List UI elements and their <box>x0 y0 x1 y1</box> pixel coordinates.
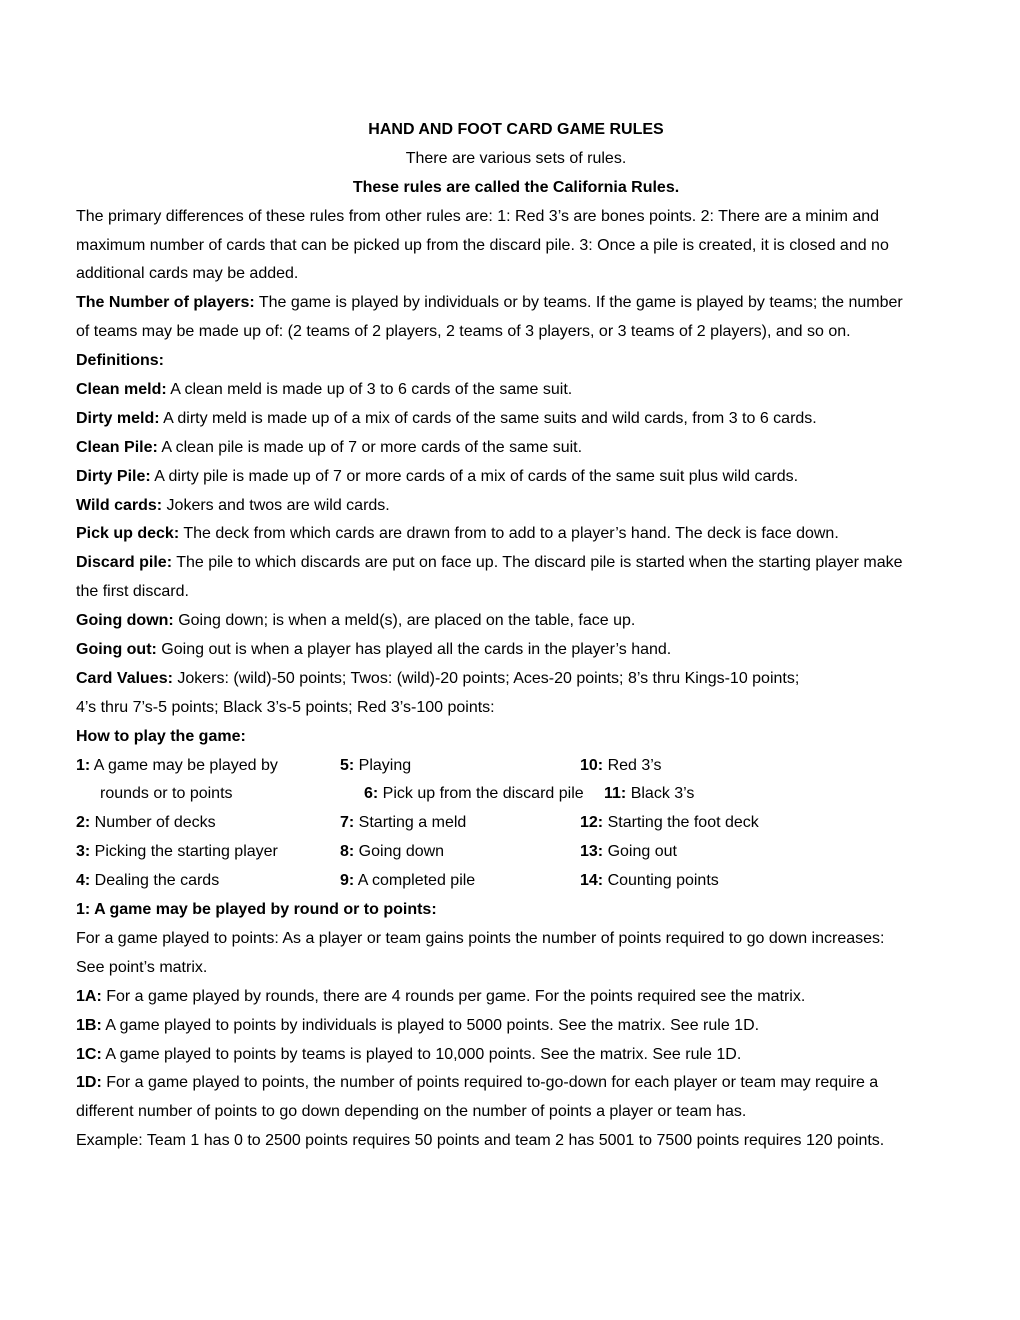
rule-text: For a game played to points, the number of points required to-go-down for each player or team may require a <box>101 1074 879 1092</box>
definition-term: Clean meld: <box>76 381 167 399</box>
toc-item <box>76 752 340 781</box>
definition-wild-cards <box>76 492 956 521</box>
rule-1a <box>76 983 956 1012</box>
toc-row <box>76 867 956 896</box>
definition-text: A dirty meld is made up of a mix of cards of the same suits and wild cards, from 3 to 6 cards. <box>159 409 817 427</box>
toc-number: 3: <box>76 843 91 861</box>
toc-number: 2: <box>76 814 91 832</box>
rule-label: 1C: <box>76 1045 102 1063</box>
toc-text: Going down <box>354 843 445 861</box>
toc-text: Red 3’s <box>603 756 662 774</box>
toc-text: A game may be played by <box>90 756 278 774</box>
document-title: HAND AND FOOT CARD GAME RULES <box>368 121 664 138</box>
toc-text: Going out <box>603 843 677 861</box>
players-line2: of teams may be made up of: (2 teams of 2 players, 2 teams of 3 players, or 3 teams of 2 players), and so on. <box>76 323 851 341</box>
toc-text: Counting points <box>603 872 719 890</box>
definition-text: A dirty pile is made up of 7 or more cards of a mix of cards of the same suit plus wild cards. <box>150 467 799 485</box>
toc-item <box>76 809 340 838</box>
toc-item <box>604 780 904 809</box>
definition-text: A clean meld is made up of 3 to 6 cards of the same suit. <box>166 381 573 399</box>
definition-clean-pile <box>76 434 956 463</box>
toc-number: 6: <box>364 785 379 803</box>
definition-text: Going out is when a player has played all the cards in the player’s hand. <box>156 641 672 659</box>
toc-row <box>76 838 956 867</box>
intro-line: maximum number of cards that can be picked up from the discard pile. 3: Once a pile is created, it is closed and no <box>76 236 889 254</box>
players-paragraph <box>76 289 956 318</box>
definition-term: Clean Pile: <box>76 438 158 456</box>
players-label: The Number of players: <box>76 294 255 312</box>
subtitle: There are various sets of rules. <box>405 149 627 167</box>
definition-term: Dirty Pile: <box>76 467 151 485</box>
toc-number: 7: <box>340 814 355 832</box>
toc-number: 10: <box>580 756 604 774</box>
toc-item <box>76 780 364 809</box>
toc-item <box>340 752 580 781</box>
toc-row <box>76 752 956 781</box>
rule-1d-line2: different number of points to go down depending on the number of points a player or team has. <box>76 1103 747 1121</box>
toc-item <box>340 867 580 896</box>
toc-number: 14: <box>580 872 604 890</box>
toc-text: Picking the starting player <box>90 843 278 861</box>
toc-item <box>340 809 580 838</box>
section1-intro-line: See point’s matrix. <box>76 958 208 976</box>
toc-text: Black 3’s <box>626 785 695 803</box>
toc-item <box>580 752 880 781</box>
intro-line: additional cards may be added. <box>76 265 299 283</box>
toc-item <box>76 867 340 896</box>
toc-text: Dealing the cards <box>90 872 220 890</box>
intro-line: The primary differences of these rules from other rules are: 1: Red 3’s are bones points. 2: There are a minim and <box>76 207 880 225</box>
definition-term: Pick up deck: <box>76 525 180 543</box>
toc-number: 12: <box>580 814 604 832</box>
definition-term: Wild cards: <box>76 496 163 514</box>
definition-discard-pile <box>76 549 956 578</box>
rule-label: 1B: <box>76 1016 102 1034</box>
toc-number: 5: <box>340 756 355 774</box>
rule-1b <box>76 1012 956 1041</box>
card-values-label: Card Values: <box>76 669 173 687</box>
subtitle-bold: These rules are called the California Rules. <box>352 178 680 196</box>
definition-text: The pile to which discards are put on face up. The discard pile is started when the starting player make <box>172 554 903 572</box>
definition-text: Going down; is when a meld(s), are placed on the table, face up. <box>173 612 636 630</box>
toc-text: rounds or to points <box>100 785 233 803</box>
toc-text: A completed pile <box>354 872 476 890</box>
discard-line2: the first discard. <box>76 583 189 601</box>
document-page <box>76 116 956 1156</box>
definition-text: The deck from which cards are drawn from to add to a player’s hand. The deck is face down. <box>179 525 839 543</box>
rule-1d <box>76 1069 956 1098</box>
card-values-text: Jokers: (wild)-50 points; Twos: (wild)-20 points; Aces-20 points; 8’s thru Kings-10 points; <box>172 669 800 687</box>
toc-number: 8: <box>340 843 355 861</box>
rule-label: 1D: <box>76 1074 102 1092</box>
toc-row <box>76 809 956 838</box>
rule-text: A game played to points by individuals is played to 5000 points. See the matrix. See rule 1D. <box>101 1016 760 1034</box>
definition-pick-up-deck <box>76 520 956 549</box>
howto-heading: How to play the game: <box>76 727 246 745</box>
toc-text: Starting the foot deck <box>603 814 759 832</box>
toc-item <box>76 838 340 867</box>
definition-going-down <box>76 607 956 636</box>
definitions-heading: Definitions: <box>76 352 164 370</box>
definition-text: A clean pile is made up of 7 or more cards of the same suit. <box>157 438 583 456</box>
toc-number: 11: <box>604 785 627 803</box>
definition-dirty-pile <box>76 463 956 492</box>
rule-text: For a game played by rounds, there are 4 rounds per game. For the points required see the matrix. <box>101 987 806 1005</box>
section1-intro-line: For a game played to points: As a player or team gains points the number of points required to go down increases: <box>76 929 885 947</box>
toc-item <box>580 809 880 838</box>
toc-number: 9: <box>340 872 355 890</box>
definition-text: Jokers and twos are wild cards. <box>162 496 390 514</box>
rule-1c <box>76 1041 956 1070</box>
toc-item <box>580 838 880 867</box>
definition-term: Going down: <box>76 612 174 630</box>
toc-text: Number of decks <box>90 814 216 832</box>
rule-label: 1A: <box>76 987 102 1005</box>
toc-text: Playing <box>354 756 412 774</box>
definition-clean-meld <box>76 376 956 405</box>
toc-item <box>364 780 604 809</box>
toc-item <box>340 838 580 867</box>
toc-number: 1: <box>76 756 91 774</box>
rule-text: A game played to points by teams is played to 10,000 points. See the matrix. See rule 1D. <box>101 1045 742 1063</box>
example-text: Example: Team 1 has 0 to 2500 points requires 50 points and team 2 has 5001 to 7500 points requires 120 points. <box>76 1132 885 1150</box>
definition-term: Going out: <box>76 641 157 659</box>
definition-dirty-meld <box>76 405 956 434</box>
definition-going-out <box>76 636 956 665</box>
toc-item <box>580 867 880 896</box>
toc-number: 13: <box>580 843 604 861</box>
card-values <box>76 665 956 694</box>
card-values-line2: 4’s thru 7’s-5 points; Black 3’s-5 points; Red 3’s-100 points: <box>76 698 495 716</box>
definition-term: Discard pile: <box>76 554 173 572</box>
toc-text: Pick up from the discard pile <box>378 785 584 803</box>
toc-text: Starting a meld <box>354 814 467 832</box>
definition-term: Dirty meld: <box>76 409 160 427</box>
toc-row <box>76 780 956 809</box>
section1-heading: 1: A game may be played by round or to points: <box>76 901 437 919</box>
players-text: The game is played by individuals or by teams. If the game is played by teams; the number <box>254 294 903 312</box>
toc-number: 4: <box>76 872 91 890</box>
